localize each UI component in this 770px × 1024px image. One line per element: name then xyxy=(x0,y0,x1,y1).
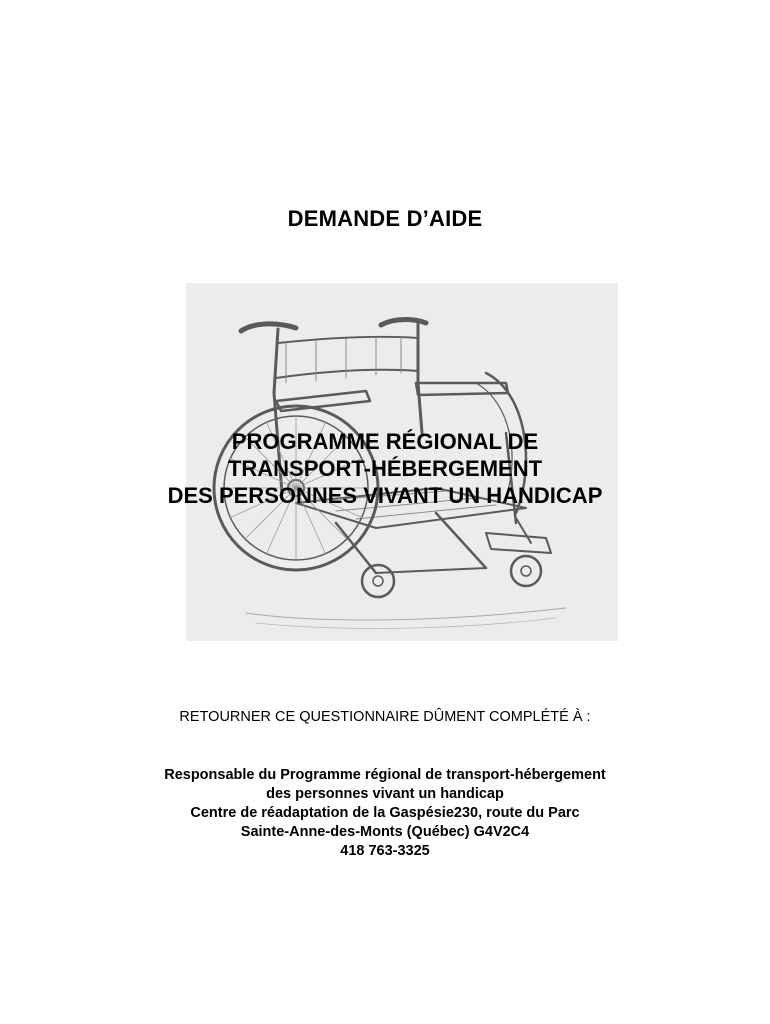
address-line: Centre de réadaptation de la Gaspésie230, route du Parc xyxy=(190,805,580,821)
phone-number: 418 763-3325 xyxy=(340,843,430,859)
address-line: Responsable du Programme régional de transport-hébergement xyxy=(164,767,606,783)
return-instruction: RETOURNER CE QUESTIONNAIRE DÛMENT COMPLÉTÉ À : xyxy=(179,709,591,725)
address-line: des personnes vivant un handicap xyxy=(266,786,504,802)
program-title-line: DES PERSONNES VIVANT UN HANDICAP xyxy=(167,483,603,508)
address-line: Sainte-Anne-des-Monts (Québec) G4V2C4 xyxy=(240,824,530,840)
program-title-line: PROGRAMME RÉGIONAL DE xyxy=(231,429,539,454)
document-title: DEMANDE D’AIDE xyxy=(287,206,483,231)
program-title-line: TRANSPORT-HÉBERGEMENT xyxy=(227,456,543,481)
program-title xyxy=(0,428,770,509)
address-block xyxy=(0,766,770,861)
